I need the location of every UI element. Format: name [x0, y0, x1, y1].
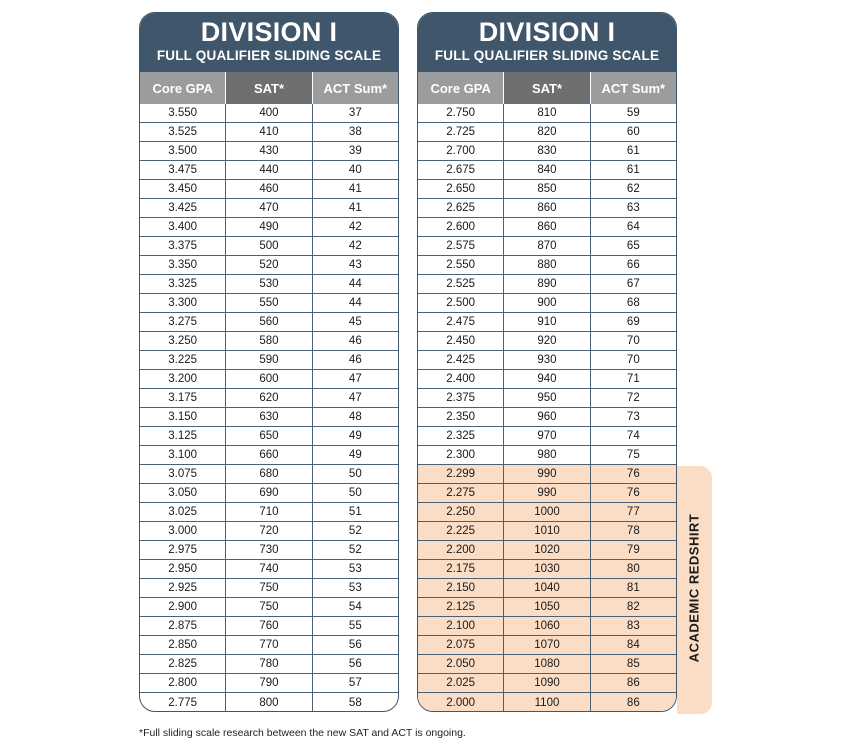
cell-core-gpa: 3.225	[168, 354, 198, 366]
cell-act-sum: 38	[348, 126, 362, 138]
cell-core-gpa: 2.299	[446, 468, 476, 480]
cell-core-gpa: 2.625	[446, 202, 476, 214]
cell-sat: 920	[503, 332, 590, 350]
table-row	[418, 123, 676, 142]
table-row	[418, 560, 676, 579]
cell-core-gpa: 2.525	[446, 278, 476, 290]
table-row	[418, 484, 676, 503]
cell-sat: 1000	[503, 503, 590, 521]
cell-core-gpa: 2.950	[168, 563, 198, 575]
cell-act-sum: 61	[626, 145, 640, 157]
sliding-scale-table-left	[139, 12, 399, 712]
table-subtitle: FULL QUALIFIER SLIDING SCALE	[434, 48, 660, 63]
cell-core-gpa: 2.925	[168, 582, 198, 594]
cell-act-sum: 82	[626, 601, 640, 613]
column-header-act-sum: ACT Sum*	[313, 72, 398, 104]
cell-sat: 620	[225, 389, 312, 407]
column-header-core-gpa: Core GPA	[418, 72, 503, 104]
cell-act-sum: 68	[626, 297, 640, 309]
table-row	[140, 294, 398, 313]
table-row	[140, 199, 398, 218]
cell-core-gpa: 3.350	[168, 259, 198, 271]
table-row	[140, 351, 398, 370]
table-row	[418, 218, 676, 237]
cell-core-gpa: 3.200	[168, 373, 198, 385]
cell-act-sum: 65	[626, 240, 640, 252]
table-row	[418, 408, 676, 427]
cell-core-gpa: 2.150	[446, 582, 476, 594]
cell-core-gpa: 3.425	[168, 202, 198, 214]
cell-sat: 1020	[503, 541, 590, 559]
cell-sat: 880	[503, 256, 590, 274]
table-row	[418, 161, 676, 180]
cell-core-gpa: 2.775	[168, 696, 198, 709]
column-header-sat: SAT*	[503, 72, 590, 104]
cell-act-sum: 41	[348, 183, 362, 195]
cell-act-sum: 59	[626, 107, 640, 119]
cell-act-sum: 71	[626, 373, 640, 385]
cell-sat: 860	[503, 218, 590, 236]
cell-core-gpa: 3.275	[168, 316, 198, 328]
cell-core-gpa: 2.275	[446, 487, 476, 499]
cell-core-gpa: 2.750	[446, 107, 476, 119]
cell-act-sum: 44	[348, 297, 362, 309]
cell-core-gpa: 2.975	[168, 544, 198, 556]
cell-act-sum: 76	[626, 468, 640, 480]
cell-sat: 530	[225, 275, 312, 293]
table-row	[140, 446, 398, 465]
cell-sat: 560	[225, 313, 312, 331]
cell-core-gpa: 2.575	[446, 240, 476, 252]
cell-act-sum: 76	[626, 487, 640, 499]
cell-core-gpa: 2.850	[168, 639, 198, 651]
table-header	[418, 13, 676, 72]
cell-act-sum: 57	[348, 677, 362, 689]
cell-sat: 1030	[503, 560, 590, 578]
cell-core-gpa: 2.125	[446, 601, 476, 613]
cell-core-gpa: 3.450	[168, 183, 198, 195]
cell-sat: 910	[503, 313, 590, 331]
cell-sat: 1070	[503, 636, 590, 654]
cell-sat: 630	[225, 408, 312, 426]
cell-sat: 1100	[503, 693, 590, 712]
cell-core-gpa: 3.525	[168, 126, 198, 138]
cell-sat: 810	[503, 104, 590, 122]
table-row	[140, 522, 398, 541]
cell-act-sum: 73	[626, 411, 640, 423]
cell-core-gpa: 3.100	[168, 449, 198, 461]
sliding-scale-table-right	[417, 12, 677, 712]
table-row	[140, 598, 398, 617]
cell-sat: 660	[225, 446, 312, 464]
cell-core-gpa: 3.375	[168, 240, 198, 252]
cell-core-gpa: 2.500	[446, 297, 476, 309]
cell-core-gpa: 2.825	[168, 658, 198, 670]
column-headers	[140, 72, 398, 104]
academic-redshirt-label: ACADEMIC REDSHIRT	[686, 513, 702, 663]
cell-core-gpa: 2.475	[446, 316, 476, 328]
cell-sat: 550	[225, 294, 312, 312]
cell-sat: 840	[503, 161, 590, 179]
table-row	[418, 522, 676, 541]
cell-sat: 1050	[503, 598, 590, 616]
cell-sat: 930	[503, 351, 590, 369]
table-row	[418, 294, 676, 313]
cell-act-sum: 80	[626, 563, 640, 575]
cell-act-sum: 50	[348, 487, 362, 499]
cell-sat: 1010	[503, 522, 590, 540]
cell-core-gpa: 2.875	[168, 620, 198, 632]
table-row	[418, 104, 676, 123]
cell-act-sum: 75	[626, 449, 640, 461]
cell-core-gpa: 2.300	[446, 449, 476, 461]
table-header	[140, 13, 398, 72]
cell-sat: 850	[503, 180, 590, 198]
cell-sat: 950	[503, 389, 590, 407]
cell-sat: 580	[225, 332, 312, 350]
table-row	[418, 313, 676, 332]
table-subtitle: FULL QUALIFIER SLIDING SCALE	[156, 48, 382, 63]
cell-sat: 900	[503, 294, 590, 312]
table-row	[418, 370, 676, 389]
table-row	[140, 579, 398, 598]
cell-core-gpa: 3.400	[168, 221, 198, 233]
cell-act-sum: 78	[626, 525, 640, 537]
table-row	[418, 636, 676, 655]
table-row	[418, 256, 676, 275]
table-row	[140, 408, 398, 427]
cell-act-sum: 70	[626, 354, 640, 366]
cell-sat: 870	[503, 237, 590, 255]
cell-sat: 770	[225, 636, 312, 654]
column-headers	[418, 72, 676, 104]
cell-act-sum: 56	[348, 639, 362, 651]
table-row	[140, 123, 398, 142]
table-row	[140, 617, 398, 636]
cell-sat: 980	[503, 446, 590, 464]
table-row	[140, 332, 398, 351]
cell-act-sum: 52	[348, 525, 362, 537]
cell-sat: 940	[503, 370, 590, 388]
footnote: *Full sliding scale research between the new SAT and ACT is ongoing.	[139, 727, 466, 739]
cell-core-gpa: 3.075	[168, 468, 198, 480]
cell-core-gpa: 2.075	[446, 639, 476, 651]
cell-act-sum: 46	[348, 354, 362, 366]
cell-sat: 690	[225, 484, 312, 502]
table-row	[418, 541, 676, 560]
table-row	[140, 465, 398, 484]
cell-core-gpa: 2.250	[446, 506, 476, 518]
cell-act-sum: 56	[348, 658, 362, 670]
cell-sat: 740	[225, 560, 312, 578]
cell-act-sum: 48	[348, 411, 362, 423]
table-row	[140, 370, 398, 389]
cell-act-sum: 46	[348, 335, 362, 347]
table-row	[140, 142, 398, 161]
table-row	[418, 389, 676, 408]
table-row	[418, 351, 676, 370]
cell-sat: 780	[225, 655, 312, 673]
cell-act-sum: 41	[348, 202, 362, 214]
cell-sat: 520	[225, 256, 312, 274]
cell-sat: 430	[225, 142, 312, 160]
cell-sat: 750	[225, 579, 312, 597]
table-row	[140, 161, 398, 180]
cell-core-gpa: 3.250	[168, 335, 198, 347]
table-row	[140, 560, 398, 579]
cell-sat: 720	[225, 522, 312, 540]
table-row	[418, 142, 676, 161]
cell-act-sum: 77	[626, 506, 640, 518]
cell-act-sum: 70	[626, 335, 640, 347]
cell-core-gpa: 3.550	[168, 107, 198, 119]
table-row	[140, 218, 398, 237]
table-row	[418, 503, 676, 522]
cell-core-gpa: 3.500	[168, 145, 198, 157]
cell-sat: 500	[225, 237, 312, 255]
cell-core-gpa: 2.650	[446, 183, 476, 195]
cell-sat: 1040	[503, 579, 590, 597]
cell-act-sum: 47	[348, 373, 362, 385]
cell-core-gpa: 2.800	[168, 677, 198, 689]
cell-sat: 820	[503, 123, 590, 141]
cell-act-sum: 52	[348, 544, 362, 556]
cell-core-gpa: 3.475	[168, 164, 198, 176]
table-row	[140, 693, 398, 712]
cell-act-sum: 64	[626, 221, 640, 233]
cell-core-gpa: 3.175	[168, 392, 198, 404]
table-row	[140, 484, 398, 503]
cell-act-sum: 55	[348, 620, 362, 632]
table-row	[418, 180, 676, 199]
cell-act-sum: 44	[348, 278, 362, 290]
cell-sat: 460	[225, 180, 312, 198]
cell-act-sum: 42	[348, 240, 362, 252]
table-row	[140, 503, 398, 522]
table-row	[418, 693, 676, 712]
table-row	[140, 104, 398, 123]
cell-sat: 470	[225, 199, 312, 217]
cell-core-gpa: 2.200	[446, 544, 476, 556]
table-row	[140, 256, 398, 275]
table-row	[418, 427, 676, 446]
cell-act-sum: 81	[626, 582, 640, 594]
cell-sat: 710	[225, 503, 312, 521]
cell-act-sum: 53	[348, 563, 362, 575]
table-row	[140, 655, 398, 674]
cell-sat: 680	[225, 465, 312, 483]
cell-sat: 1080	[503, 655, 590, 673]
cell-core-gpa: 2.550	[446, 259, 476, 271]
cell-sat: 1090	[503, 674, 590, 692]
cell-sat: 860	[503, 199, 590, 217]
cell-act-sum: 83	[626, 620, 640, 632]
cell-core-gpa: 2.675	[446, 164, 476, 176]
cell-core-gpa: 2.375	[446, 392, 476, 404]
cell-act-sum: 58	[348, 696, 362, 709]
cell-act-sum: 62	[626, 183, 640, 195]
column-header-core-gpa: Core GPA	[140, 72, 225, 104]
cell-act-sum: 66	[626, 259, 640, 271]
cell-sat: 800	[225, 693, 312, 712]
cell-sat: 990	[503, 465, 590, 483]
cell-act-sum: 40	[348, 164, 362, 176]
cell-sat: 790	[225, 674, 312, 692]
cell-act-sum: 54	[348, 601, 362, 613]
column-header-act-sum: ACT Sum*	[591, 72, 676, 104]
cell-sat: 490	[225, 218, 312, 236]
table-row	[140, 275, 398, 294]
cell-sat: 750	[225, 598, 312, 616]
cell-act-sum: 50	[348, 468, 362, 480]
cell-core-gpa: 2.100	[446, 620, 476, 632]
cell-act-sum: 45	[348, 316, 362, 328]
cell-sat: 410	[225, 123, 312, 141]
cell-act-sum: 61	[626, 164, 640, 176]
cell-act-sum: 37	[348, 107, 362, 119]
table-body	[140, 104, 398, 712]
cell-act-sum: 43	[348, 259, 362, 271]
table-title: DIVISION I	[478, 17, 616, 47]
table-row	[418, 598, 676, 617]
table-row	[140, 237, 398, 256]
cell-core-gpa: 3.050	[168, 487, 198, 499]
cell-act-sum: 49	[348, 449, 362, 461]
cell-sat: 830	[503, 142, 590, 160]
table-row	[140, 180, 398, 199]
cell-act-sum: 69	[626, 316, 640, 328]
cell-core-gpa: 2.325	[446, 430, 476, 442]
cell-core-gpa: 2.350	[446, 411, 476, 423]
cell-core-gpa: 3.125	[168, 430, 198, 442]
cell-act-sum: 74	[626, 430, 640, 442]
column-header-sat: SAT*	[225, 72, 312, 104]
table-row	[140, 427, 398, 446]
cell-core-gpa: 2.225	[446, 525, 476, 537]
cell-sat: 1060	[503, 617, 590, 635]
cell-sat: 970	[503, 427, 590, 445]
table-row	[418, 674, 676, 693]
cell-act-sum: 84	[626, 639, 640, 651]
cell-act-sum: 60	[626, 126, 640, 138]
table-row	[418, 655, 676, 674]
cell-sat: 890	[503, 275, 590, 293]
table-row	[418, 237, 676, 256]
table-row	[418, 579, 676, 598]
cell-sat: 760	[225, 617, 312, 635]
cell-core-gpa: 2.425	[446, 354, 476, 366]
cell-core-gpa: 2.175	[446, 563, 476, 575]
table-row	[418, 275, 676, 294]
table-row	[140, 541, 398, 560]
table-row	[418, 332, 676, 351]
cell-act-sum: 86	[626, 696, 640, 709]
cell-act-sum: 42	[348, 221, 362, 233]
cell-sat: 600	[225, 370, 312, 388]
cell-core-gpa: 3.000	[168, 525, 198, 537]
table-row	[140, 389, 398, 408]
cell-sat: 730	[225, 541, 312, 559]
table-row	[418, 199, 676, 218]
cell-core-gpa: 2.450	[446, 335, 476, 347]
cell-core-gpa: 2.700	[446, 145, 476, 157]
table-row	[140, 636, 398, 655]
cell-sat: 650	[225, 427, 312, 445]
table-row	[418, 446, 676, 465]
cell-sat: 400	[225, 104, 312, 122]
cell-act-sum: 63	[626, 202, 640, 214]
cell-core-gpa: 2.900	[168, 601, 198, 613]
cell-act-sum: 72	[626, 392, 640, 404]
table-row	[418, 465, 676, 484]
cell-act-sum: 51	[348, 506, 362, 518]
cell-core-gpa: 3.300	[168, 297, 198, 309]
cell-core-gpa: 2.025	[446, 677, 476, 689]
cell-core-gpa: 2.725	[446, 126, 476, 138]
cell-core-gpa: 3.025	[168, 506, 198, 518]
cell-act-sum: 67	[626, 278, 640, 290]
cell-core-gpa: 2.400	[446, 373, 476, 385]
cell-core-gpa: 2.600	[446, 221, 476, 233]
cell-act-sum: 49	[348, 430, 362, 442]
cell-act-sum: 53	[348, 582, 362, 594]
cell-act-sum: 85	[626, 658, 640, 670]
cell-sat: 440	[225, 161, 312, 179]
table-title: DIVISION I	[200, 17, 338, 47]
cell-core-gpa: 3.325	[168, 278, 198, 290]
cell-sat: 590	[225, 351, 312, 369]
cell-act-sum: 86	[626, 677, 640, 689]
cell-act-sum: 47	[348, 392, 362, 404]
table-row	[140, 313, 398, 332]
table-row	[140, 674, 398, 693]
cell-sat: 960	[503, 408, 590, 426]
cell-sat: 990	[503, 484, 590, 502]
cell-act-sum: 39	[348, 145, 362, 157]
cell-core-gpa: 3.150	[168, 411, 198, 423]
table-row	[418, 617, 676, 636]
cell-core-gpa: 2.050	[446, 658, 476, 670]
cell-core-gpa: 2.000	[446, 696, 476, 709]
cell-act-sum: 79	[626, 544, 640, 556]
table-body	[418, 104, 676, 712]
